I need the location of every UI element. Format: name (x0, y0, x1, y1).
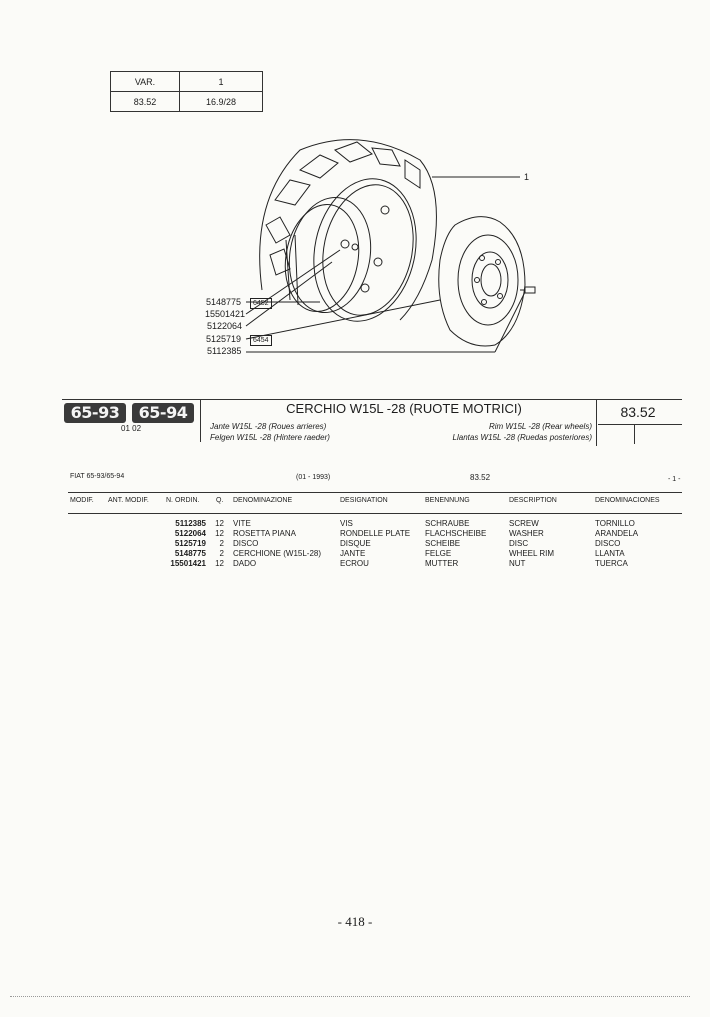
col-denominazione: DENOMINAZIONE (233, 497, 293, 504)
info-page: - 1 - (668, 476, 681, 483)
header-top-rule (62, 399, 682, 400)
cell-designation: VIS (340, 519, 353, 528)
callout-part-2: 15501421 (205, 309, 246, 319)
cell-denominazione: CERCHIONE (W15L-28) (233, 549, 322, 558)
page-number: - 418 - (337, 914, 373, 929)
cell-description: WASHER (509, 529, 544, 538)
cell-benennung: FLACHSCHEIBE (425, 529, 487, 538)
callout-box-1: 6452 (250, 298, 272, 309)
cell-denominazione: DISCO (233, 539, 259, 548)
col-modif: MODIF. (70, 497, 94, 504)
cell-benennung: SCHEIBE (425, 539, 461, 548)
cell-designation: JANTE (340, 549, 366, 558)
var-row-label: 83.52 (111, 92, 180, 112)
cell-denominaciones: LLANTA (595, 549, 625, 558)
cell-quantity: 12 (215, 519, 224, 528)
callout-box-4: 6454 (250, 335, 272, 346)
cell-description: WHEEL RIM (509, 549, 555, 558)
cell-part-number: 15501421 (170, 559, 206, 568)
cell-designation: DISQUE (340, 539, 371, 548)
col-ant-modif: ANT. MODIF. (108, 497, 149, 504)
cell-benennung: FELGE (425, 549, 452, 558)
cell-description: NUT (509, 559, 526, 568)
section-title: CERCHIO W15L -28 (RUOTE MOTRICI) (286, 401, 522, 416)
cell-part-number: 5122064 (174, 529, 206, 538)
cell-quantity: 2 (219, 549, 224, 558)
cell-quantity: 12 (215, 529, 224, 538)
header-divider-code (634, 424, 635, 444)
cell-denominaciones: DISCO (595, 539, 621, 548)
cell-denominazione: ROSETTA PIANA (233, 529, 296, 538)
info-group: 83.52 (470, 473, 491, 482)
model-badge-1: 65-93 (64, 403, 126, 423)
info-model: FIAT 65-93/65-94 (70, 473, 125, 480)
cell-denominaciones: ARANDELA (595, 529, 639, 538)
cell-part-number: 5125719 (174, 539, 206, 548)
callout-part-5: 5112385 (207, 346, 242, 356)
col-designation: DESIGNATION (340, 497, 388, 504)
cell-quantity: 2 (219, 539, 224, 548)
col-benennung: BENENNUNG (425, 497, 470, 504)
cell-denominaciones: TUERCA (595, 559, 628, 568)
cell-denominazione: VITE (233, 519, 251, 528)
callout-part-3: 5122064 (207, 321, 243, 331)
title-de: Felgen W15L -28 (Hintere raeder) (210, 433, 330, 442)
title-fr: Jante W15L -28 (Roues arrieres) (210, 422, 327, 431)
date-code: 01 02 (121, 424, 142, 433)
section-code: 83.52 (620, 404, 656, 420)
model-badge-2: 65-94 (132, 403, 194, 423)
var-header-value: 1 (180, 72, 263, 92)
cell-description: DISC (509, 539, 529, 548)
col-q: Q. (216, 497, 224, 504)
cell-part-number: 5112385 (175, 519, 206, 528)
title-en: Rim W15L -28 (Rear wheels) (489, 422, 592, 431)
cell-denominaciones: TORNILLO (595, 519, 635, 528)
title-es: Llantas W15L -28 (Ruedas posteriores) (452, 433, 592, 442)
table-header-rule (68, 513, 682, 514)
table-top-rule (68, 492, 682, 493)
col-description: DESCRIPTION (509, 497, 557, 504)
cell-benennung: MUTTER (425, 559, 459, 568)
callout-ref-1: 1 (524, 172, 530, 182)
cell-benennung: SCHRAUBE (425, 519, 470, 528)
scan-edge (10, 996, 690, 1000)
var-header-label: VAR. (111, 72, 180, 92)
cell-denominazione: DADO (233, 559, 257, 568)
col-n-ordin: N. ORDIN. (166, 497, 200, 504)
cell-part-number: 5148775 (174, 549, 206, 558)
cell-designation: ECROU (340, 559, 369, 568)
cell-description: SCREW (509, 519, 539, 528)
header-divider-left (200, 400, 201, 442)
col-denominaciones: DENOMINACIONES (595, 497, 660, 504)
cell-quantity: 12 (215, 559, 224, 568)
callout-part-1: 5148775 (206, 297, 242, 307)
var-row-value: 16.9/28 (180, 92, 263, 112)
header-code-rule (598, 424, 682, 425)
callout-part-4: 5125719 (206, 334, 242, 344)
cell-designation: RONDELLE PLATE (340, 529, 411, 538)
info-date: (01 - 1993) (296, 474, 331, 481)
